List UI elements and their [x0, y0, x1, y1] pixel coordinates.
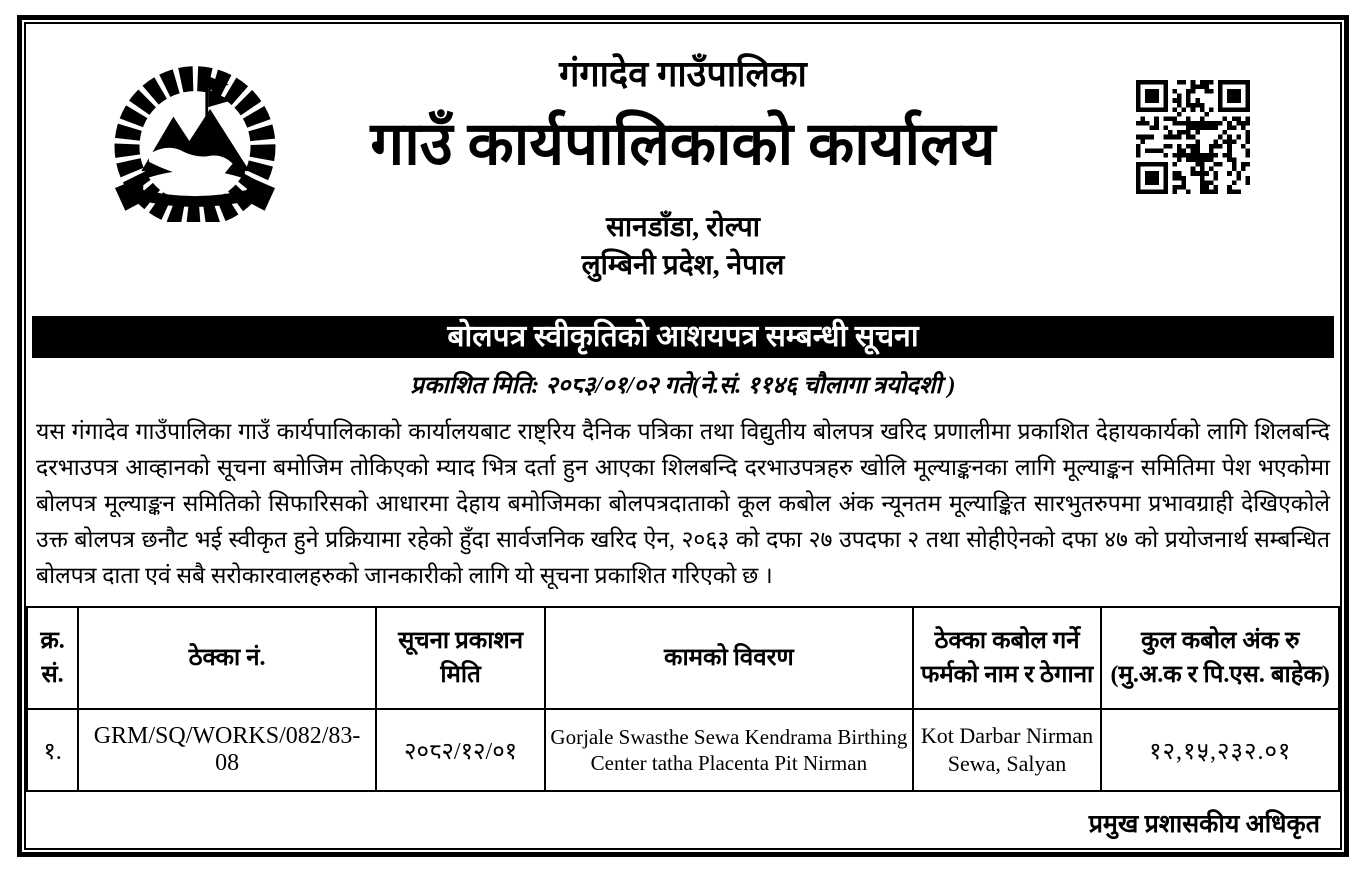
- cell-firm-name: Kot Darbar Nirman Sewa, Salyan: [913, 709, 1102, 791]
- nepal-emblem-icon: [96, 62, 294, 222]
- page-inner-border: [24, 22, 1342, 850]
- tender-table: [26, 606, 1340, 792]
- page-outer-border: [17, 15, 1349, 857]
- header-cell-work-description: कामको विवरण: [545, 607, 912, 709]
- municipality-name: गंगादेव गाउँपालिका: [559, 54, 807, 94]
- qr-code: [1136, 80, 1250, 194]
- header-cell-contract-number: ठेक्का नं.: [78, 607, 376, 709]
- header-cell-quoted-amount: कुल कबोल अंक रु (मु.अ.क र पि.एस. बाहेक): [1101, 607, 1339, 709]
- document-header: [26, 24, 1340, 284]
- qr-code-icon: [1136, 80, 1250, 194]
- cell-contract-number: GRM/SQ/WORKS/082/83-08: [78, 709, 376, 791]
- cell-quoted-amount: १२,१५,२३२.०१: [1101, 709, 1339, 791]
- table-row: [27, 709, 1339, 791]
- notice-body-paragraph: यस गंगादेव गाउँपालिका गाउँ कार्यपालिकाको कार्यालयबाट राष्ट्रिय दैनिक पत्रिका तथा विद्युतीय बोलपत्र खरिद प्रणालीमा प्रकाशित देहायकार्यको लागि शिलबन्दि दरभाउपत्र आव्हानको सूचना बमोजिम तोकिएको म्याद भित्र दर्ता हुन आएका शिलबन्दि दरभाउपत्रहरु खोलि मूल्याङ्कनका लागि मूल्याङ्कन समितिमा पेश भएकोमा बोलपत्र मूल्याङ्कन समितिको सिफारिसको आधारमा देहाय बमोजिमका बोलपत्रदाताको कूल कबोल अंक न्यूनतम मूल्याङ्कित सारभुतरुपमा प्रभावग्राही देखिएकोले उक्त बोलपत्र छनौट भई स्वीकृत हुने प्रक्रियामा रहेको हुँदा सार्वजनिक खरिद ऐन, २०६३ को दफा २७ उपदफा २ तथा सोहीऐनको दफा ४७ को प्रयोजनार्थ सम्बन्धित बोलपत्र दाता एवं सबै सरोकारवालहरुको जानकारीको लागि यो सूचना प्रकाशित गरिएको छ ।: [36, 419, 1330, 588]
- table-header-row: [27, 607, 1339, 709]
- header-cell-serial-number: क्र. सं.: [27, 607, 78, 709]
- header-cell-publish-date: सूचना प्रकाशन मिति: [376, 607, 545, 709]
- header-cell-firm-name: ठेक्का कबोल गर्ने फर्मको नाम र ठेगाना: [913, 607, 1102, 709]
- cell-publish-date: २०८२/१२/०१: [376, 709, 545, 791]
- cell-work-description: Gorjale Swasthe Sewa Kendrama Birthing Center tatha Placenta Pit Nirman: [545, 709, 912, 791]
- nepal-government-emblem-logo: [96, 62, 294, 222]
- notice-title-banner: बोलपत्र स्वीकृतिको आशयपत्र सम्बन्धी सूचना: [32, 316, 1334, 358]
- tender-table-body: [27, 709, 1339, 791]
- address-line-2: लुम्बिनी प्रदेश, नेपाल: [581, 250, 785, 281]
- cell-serial-number: १.: [27, 709, 78, 791]
- tender-table-header: [27, 607, 1339, 709]
- published-date-line: प्रकाशित मिति: २०८३/०१/०२ गते(ने.सं. ११४६ चौलागा त्रयोदशी ): [410, 373, 956, 399]
- office-title: गाउँ कार्यपालिकाको कार्यालय: [370, 111, 996, 177]
- address-line-1: सानडाँडा, रोल्पा: [605, 212, 761, 243]
- signature-title: प्रमुख प्रशासकीय अधिकृत: [1088, 811, 1320, 838]
